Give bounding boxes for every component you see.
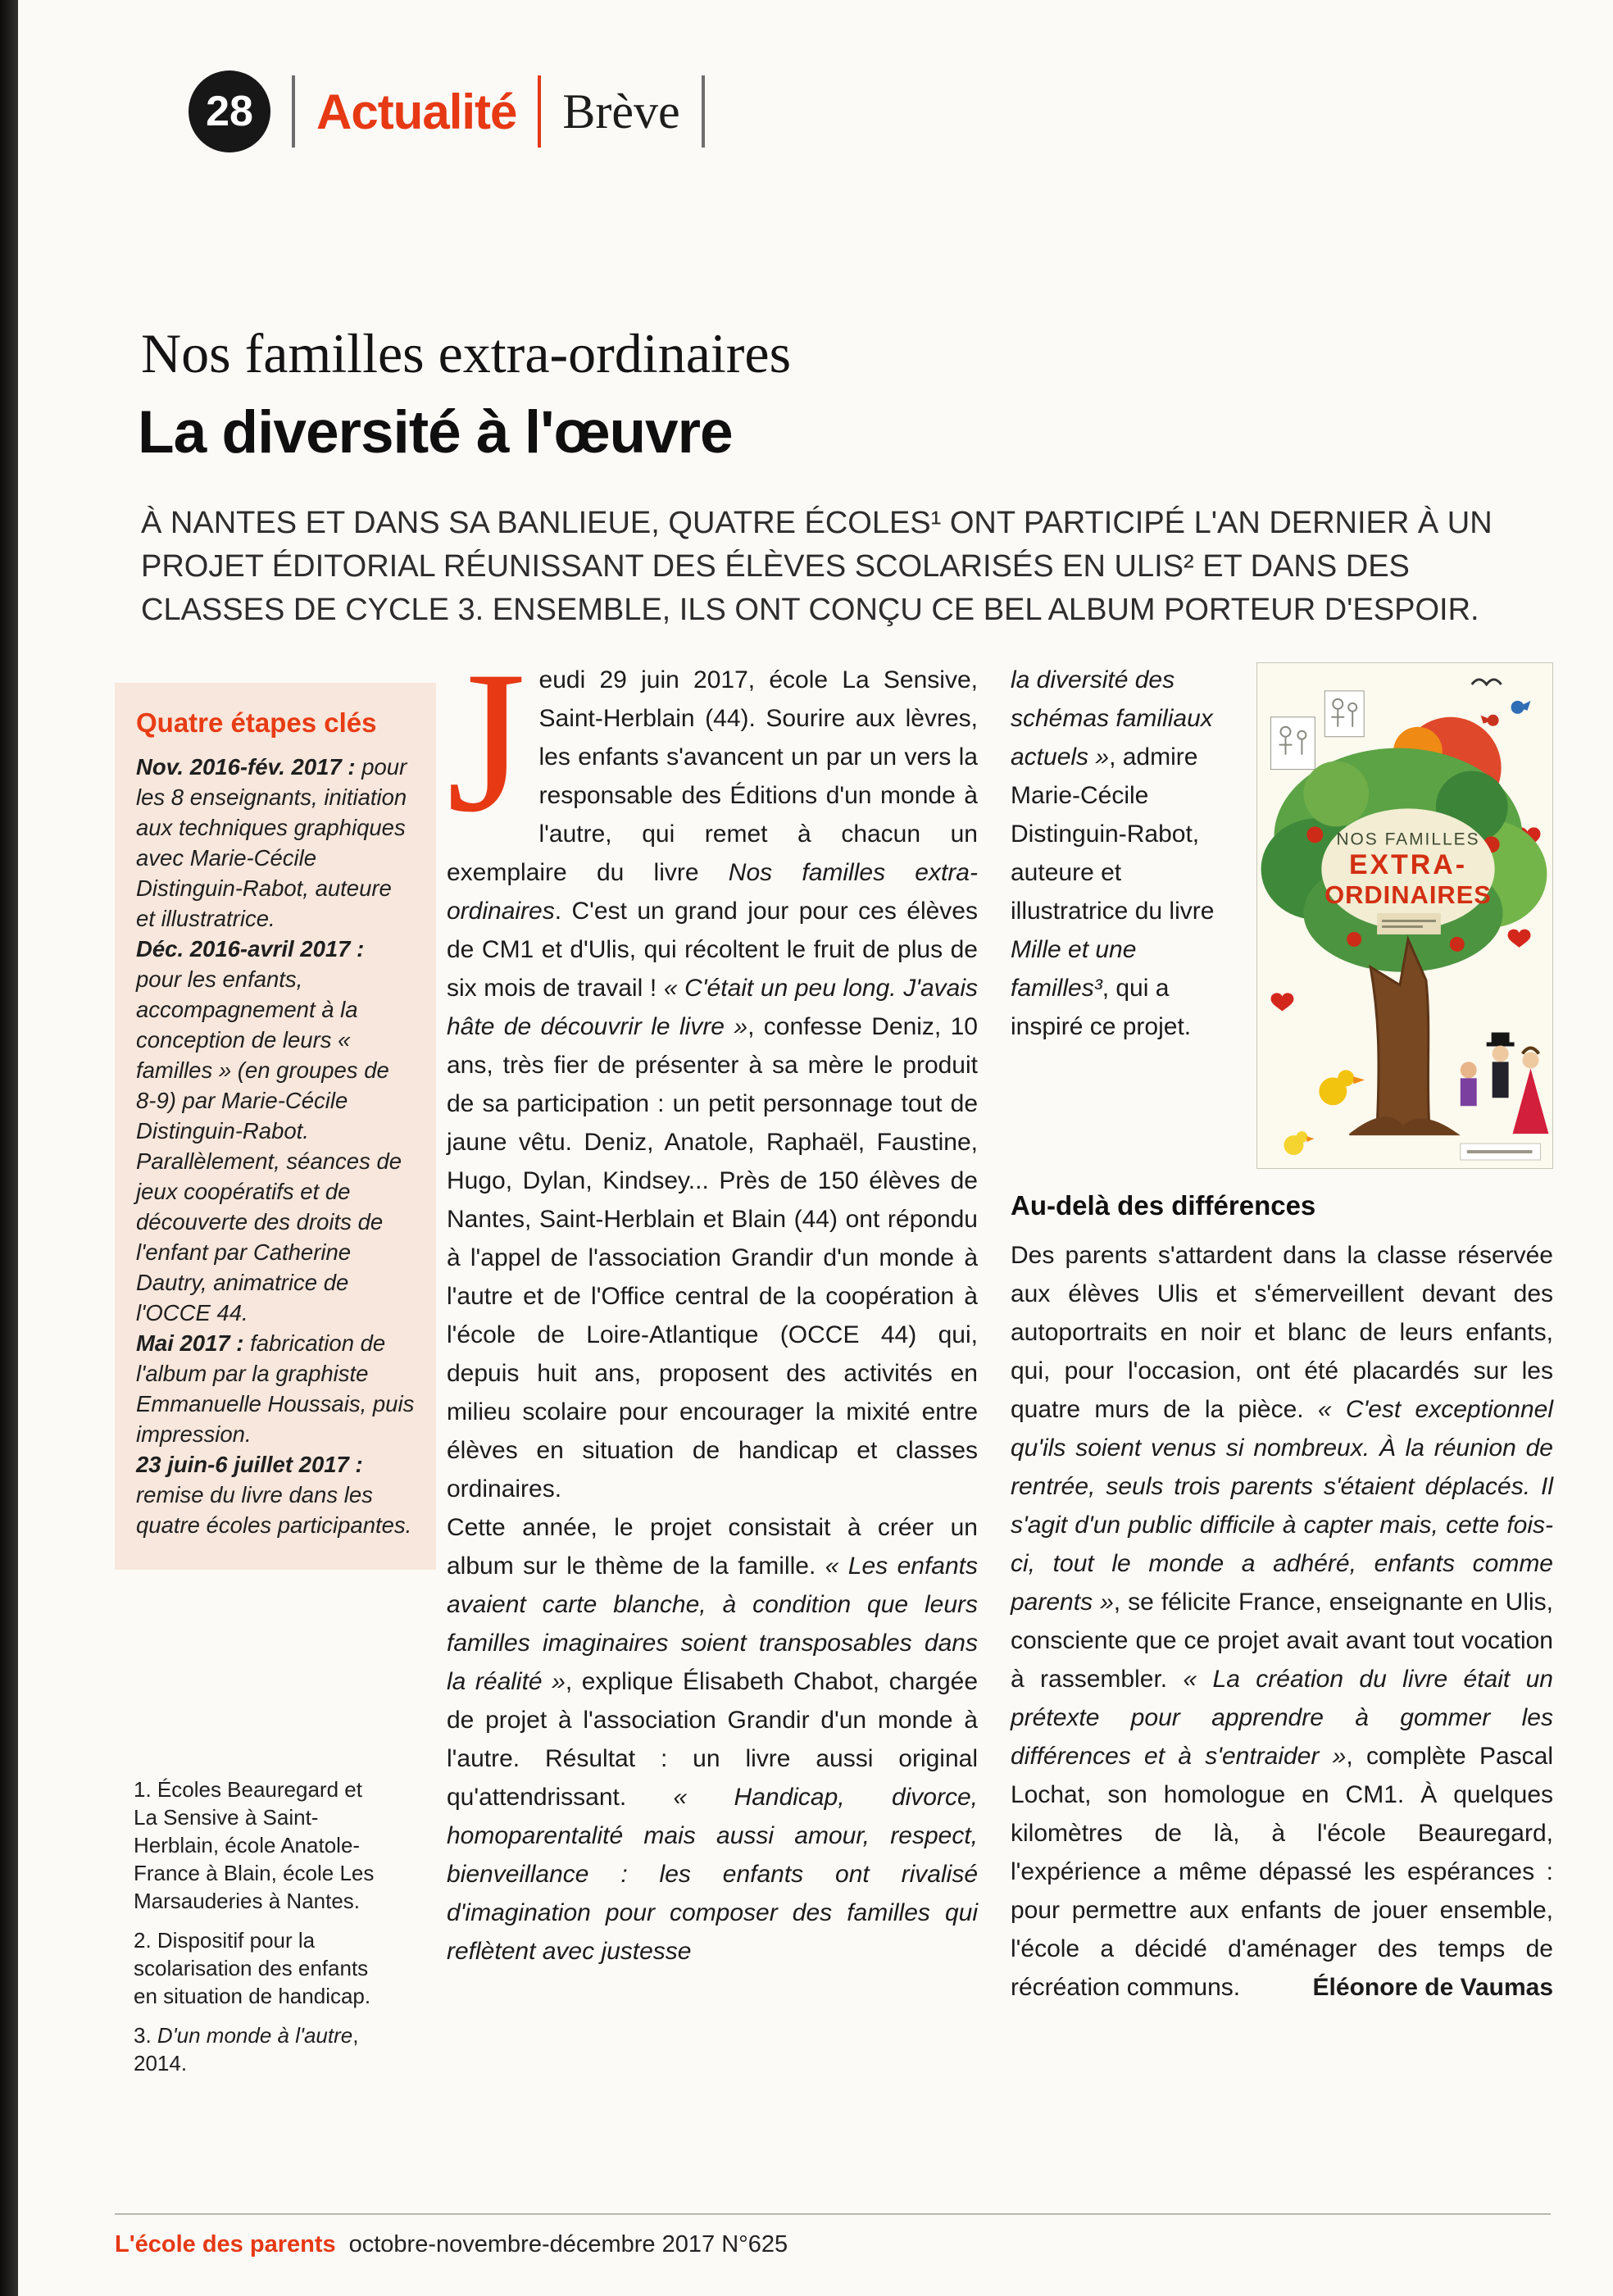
caption-tag [1377, 913, 1441, 934]
footer-rule [115, 2213, 1551, 2215]
sidebar-text [136, 752, 415, 1540]
page-number-badge [189, 70, 270, 152]
sidebar-entry: 23 juin-6 juillet 2017 : remise du livre dans les quatre écoles participantes. [136, 1452, 412, 1538]
article-kicker: Nos familles extra-ordinaires [141, 322, 792, 384]
footnotes [134, 1775, 379, 2089]
page-number: 28 [206, 88, 253, 135]
header-divider [292, 75, 295, 148]
page-header [189, 70, 705, 152]
sidebar-entry: Nov. 2016-fév. 2017 : pour les 8 enseignants, initiation aux techniques graphiques avec Marie-Cécile Distinguin-Rabot, auteure et illustratrice. [136, 754, 407, 931]
book-title-line2: EXTRA- [1348, 849, 1468, 881]
book-cover-illustration [1257, 663, 1552, 1168]
right-column [1011, 661, 1553, 2007]
footnote: 1. Écoles Beauregard et La Sensive à Saint-Herblain, école Anatole-France à Blain, école Les Marsauderies à Nantes. [134, 1777, 375, 1913]
header-divider [702, 75, 705, 148]
paragraph-text: eudi 29 juin 2017, école La Sensive, Saint-Herblain (44). Sourire aux lèvres, les enfants s'avancent un par un vers la responsable des Éditions d'un monde à l'autre, qui remet à chacun un exemplaire du livre Nos familles extra-ordinaires. C'est un grand jour pour ces élèves de CM1 et d'Ulis, qui récoltent le fruit de plus de six mois de travail ! « C'était un peu long. J'avais hâte de découvrir le livre », confesse Deniz, 10 ans, très fier de présenter à sa mère le produit de sa participation : un petit personnage tout de jaune vêtu. Deniz, Anatole, Raphaël, Faustine, Hugo, Dylan, Kindsey... Près de 150 élèves de Nantes, Saint-Herblain et Blain (44) ont répondu à l'appel de l'association Grandir d'un monde à l'autre et de l'Office central de la coopération à l'école de Loire-Atlantique (OCCE 44) qui, depuis huit ans, proposent des activités en milieu scolaire pour encourager la mixité entre élèves en situation de handicap et classes ordinaires. [447, 666, 978, 1503]
sidebar-entry: Déc. 2016-avril 2017 : pour les enfants, accompagnement à la conception de leurs « familles » (en groupes de 8-9) par Marie-Cécile Distinguin-Rabot. Parallèlement, séances de jeux coopératifs et de découverte des droits de l'enfant par Catherine Dautry, animatrice de l'OCCE 44. [136, 936, 402, 1325]
article-title: La diversité à l'œuvre [138, 399, 733, 466]
paragraph-text: Cette année, le projet consistait à créer un album sur le thème de la famille. « Les enfants avaient carte blanche, à condition que leurs familles imaginaires soient transposables dans la réalité », explique Élisabeth Chabot, chargée de projet à l'association Grandir d'un monde à l'autre. Résultat : un livre aussi original qu'attendrissant. « Handicap, divorce, homoparentalité mais aussi amour, respect, bienveillance : les enfants ont rivalisé d'imagination pour composer des familles qui reflètent avec justesse [447, 1514, 979, 1965]
paragraph-text: la diversité des schémas familiaux actuels », admire Marie-Cécile Distinguin-Rabot, auteure et illustratrice du livre Mille et une familles³, qui a inspiré ce projet. [1011, 666, 1215, 1040]
sidebar-entry: Mai 2017 : fabrication de l'album par la graphiste Emmanuelle Houssais, puis impression. [136, 1330, 415, 1447]
article-standfirst: À NANTES ET DANS SA BANLIEUE, QUATRE ÉCOLES¹ ONT PARTICIPÉ L'AN DERNIER À UN PROJET ÉDITORIAL RÉUNISSANT DES ÉLÈVES SCOLARISÉS EN ULIS² ET DANS DES CLASSES DE CYCLE 3. ENSEMBLE, ILS ONT CONÇU CE BEL ALBUM PORTEUR D'ESPOIR. [141, 506, 1493, 627]
center-column [447, 629, 979, 1971]
section-label: Actualité [316, 84, 517, 139]
scan-edge [0, 0, 18, 2296]
left-column [115, 683, 436, 1570]
header-divider-red [538, 75, 541, 148]
footnote: 2. Dispositif pour la scolarisation des enfants en situation de handicap. [134, 1928, 371, 2008]
magazine-name: L'école des parents [115, 2231, 336, 2257]
drop-cap: J [447, 629, 526, 854]
issue-info: octobre-novembre-décembre 2017 N°625 [348, 2231, 788, 2257]
paragraph-text: Des parents s'attardent dans la classe réservée aux élèves Ulis et s'émerveillent devant des autoportraits en noir et blanc de leurs enfants, qui, pour l'occasion, ont été placardés sur les quatre murs de la pièce. « C'est exceptionnel qu'ils soient venus si nombreux. À la réunion de rentrée, seuls trois parents s'étaient déplacés. Il s'agit d'un public difficile à capter mais, cette fois-ci, tout le monde a adhéré, enfants comme parents », se félicite France, enseignante en Ulis, consciente que ce projet avait avant tout vocation à rassembler. « La création du livre était un prétexte pour apprendre à gommer les différences et à s'entraider », complète Pascal Lochat, son homologue en CM1. À quelques kilomètres de là, à l'école Beauregard, l'expérience a même dépassé les espérances : pour permettre aux enfants de jouer ensemble, l'école a décidé d'aménager des temps de récréation communs. [1011, 1242, 1554, 2001]
page-footer [115, 2231, 788, 2258]
book-title-line3: ORDINAIRES [1324, 880, 1492, 910]
byline: Éléonore de Vaumas [1312, 1974, 1553, 2001]
section-subhead: Au-delà des différences [1011, 1190, 1316, 1221]
sidebar-title: Quatre étapes clés [136, 707, 377, 738]
book-cover-image [1256, 662, 1553, 1169]
book-title-line1: NOS FAMILLES [1336, 830, 1480, 849]
sidebar-box [115, 683, 436, 1570]
rubric-label: Brève [562, 84, 680, 139]
footnote: 3. D'un monde à l'autre, 2014. [134, 2023, 359, 2075]
article-paragraph-2 [447, 1508, 978, 1971]
article-paragraph-1 [447, 629, 978, 1508]
article-paragraph-4 [1011, 1236, 1553, 2007]
